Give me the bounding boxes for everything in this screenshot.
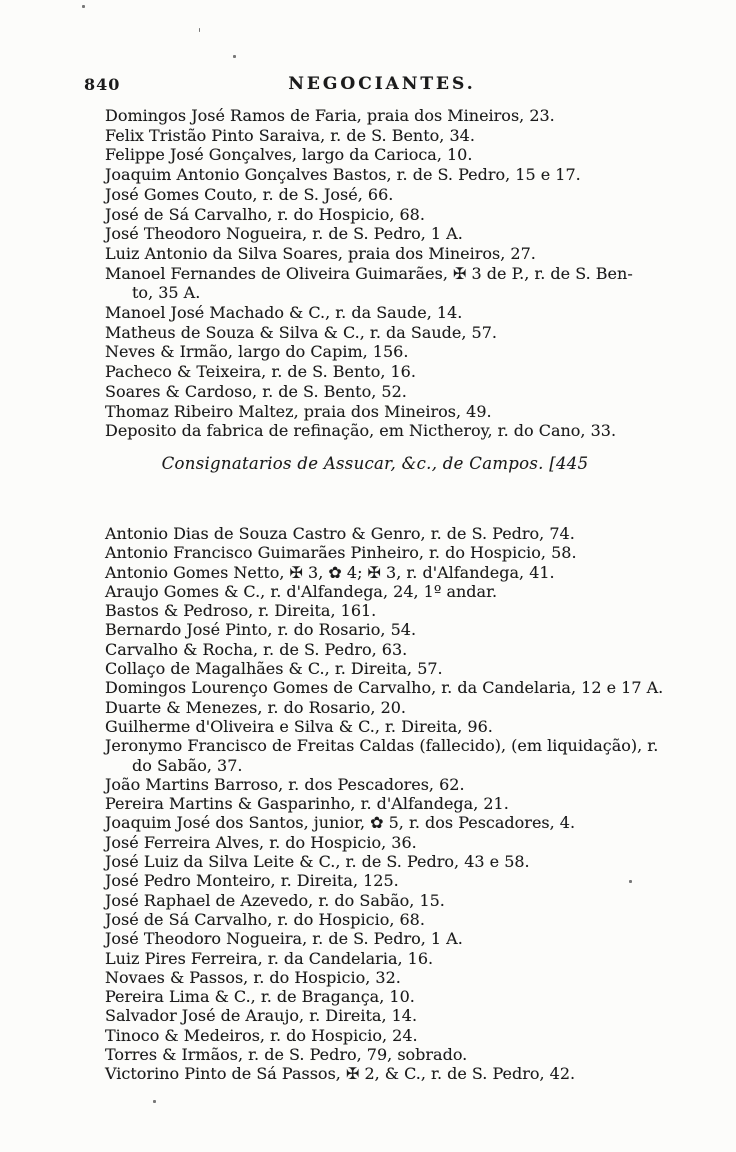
directory-entry: Joaquim José dos Santos, junior, ✿ 5, r. dos Pescadores, 4. xyxy=(105,813,576,833)
consignatarios-list xyxy=(105,524,715,1084)
directory-entry: Thomaz Ribeiro Maltez, praia dos Mineiros, 49. xyxy=(105,401,492,421)
directory-entry: Bastos & Pedroso, r. Direita, 161. xyxy=(105,601,377,621)
directory-entry: Deposito da fabrica de refinação, em Nictheroy, r. do Cano, 33. xyxy=(105,421,617,441)
directory-entry: Bernardo José Pinto, r. do Rosario, 54. xyxy=(105,620,417,640)
directory-entry: Victorino Pinto de Sá Passos, ✠ 2, & C., r. de S. Pedro, 42. xyxy=(105,1064,576,1084)
directory-entry: Luiz Antonio da Silva Soares, praia dos Mineiros, 27. xyxy=(105,243,536,263)
directory-entry: José Pedro Monteiro, r. Direita, 125. xyxy=(105,871,399,891)
directory-entry: José Ferreira Alves, r. do Hospicio, 36. xyxy=(105,832,417,852)
directory-entry: José Theodoro Nogueira, r. de S. Pedro, 1 A. xyxy=(105,929,463,949)
scan-speck xyxy=(82,5,85,8)
negociantes-list xyxy=(105,106,715,441)
directory-entry: Collaço de Magalhães & C., r. Direita, 57. xyxy=(105,659,443,679)
directory-entry: Manoel José Machado & C., r. da Saude, 14. xyxy=(105,303,463,323)
directory-entry: José Luiz da Silva Leite & C., r. de S. Pedro, 43 e 58. xyxy=(105,852,530,872)
scan-speck xyxy=(153,1100,156,1103)
directory-entry: Joaquim Antonio Gonçalves Bastos, r. de S. Pedro, 15 e 17. xyxy=(105,165,581,185)
directory-entry: João Martins Barroso, r. dos Pescadores, 62. xyxy=(105,774,465,794)
directory-entry: Pereira Lima & C., r. de Bragança, 10. xyxy=(105,987,415,1007)
directory-entry: Neves & Irmão, largo do Capim, 156. xyxy=(105,342,409,362)
directory-entry: Torres & Irmãos, r. de S. Pedro, 79, sobrado. xyxy=(105,1045,468,1065)
directory-entry: Soares & Cardoso, r. de S. Bento, 52. xyxy=(105,381,407,401)
directory-entry: Felix Tristão Pinto Saraiva, r. de S. Bento, 34. xyxy=(105,125,475,145)
directory-entry: Felippe José Gonçalves, largo da Carioca, 10. xyxy=(105,145,473,165)
directory-entry: Carvalho & Rocha, r. de S. Pedro, 63. xyxy=(105,639,408,659)
directory-entry: Guilherme d'Oliveira e Silva & C., r. Direita, 96. xyxy=(105,716,493,736)
directory-entry: Pereira Martins & Gasparinho, r. d'Alfandega, 21. xyxy=(105,794,509,814)
directory-entry: Salvador José de Araujo, r. Direita, 14. xyxy=(105,1006,418,1026)
directory-entry: Matheus de Souza & Silva & C., r. da Saude, 57. xyxy=(105,322,497,342)
directory-entry: José Raphael de Azevedo, r. do Sabão, 15. xyxy=(105,890,445,910)
directory-entry: Araujo Gomes & C., r. d'Alfandega, 24, 1º andar. xyxy=(105,581,498,601)
directory-entry: Antonio Gomes Netto, ✠ 3, ✿ 4; ✠ 3, r. d'Alfandega, 41. xyxy=(105,562,555,582)
directory-entry: Manoel Fernandes de Oliveira Guimarães, ✠ 3 de P., r. de S. Ben- xyxy=(105,263,633,283)
scan-speck xyxy=(233,55,236,58)
directory-entry: Pacheco & Teixeira, r. de S. Bento, 16. xyxy=(105,362,416,382)
page-number: 840 xyxy=(84,75,121,94)
directory-entry: Novaes & Passos, r. do Hospicio, 32. xyxy=(105,967,401,987)
directory-entry: Domingos Lourenço Gomes de Carvalho, r. da Candelaria, 12 e 17 A. xyxy=(105,678,664,698)
directory-entry: José Theodoro Nogueira, r. de S. Pedro, 1 A. xyxy=(105,224,463,244)
directory-entry: Antonio Dias de Souza Castro & Genro, r. de S. Pedro, 74. xyxy=(105,524,575,543)
directory-entry: Tinoco & Medeiros, r. do Hospicio, 24. xyxy=(105,1025,418,1045)
running-title: NEGOCIANTES. xyxy=(288,74,476,94)
directory-entry: José Gomes Couto, r. de S. José, 66. xyxy=(105,184,394,204)
directory-entry: José de Sá Carvalho, r. do Hospicio, 68. xyxy=(105,909,425,929)
section-heading-consignatarios: Consignatarios de Assucar, &c., de Campos. [445 xyxy=(161,454,589,473)
directory-entry: Domingos José Ramos de Faria, praia dos Mineiros, 23. xyxy=(105,106,555,125)
directory-entry: Jeronymo Francisco de Freitas Caldas (fallecido), (em liquidação), r. xyxy=(105,736,659,756)
directory-entry: Antonio Francisco Guimarães Pinheiro, r. do Hospicio, 58. xyxy=(105,543,577,563)
directory-entry: Duarte & Menezes, r. do Rosario, 20. xyxy=(105,697,407,717)
directory-entry: Luiz Pires Ferreira, r. da Candelaria, 16. xyxy=(105,948,434,968)
directory-entry: José de Sá Carvalho, r. do Hospicio, 68. xyxy=(105,204,425,224)
directory-entry: to, 35 A. xyxy=(132,283,201,303)
directory-entry: do Sabão, 37. xyxy=(132,755,243,775)
running-header xyxy=(0,74,736,96)
scan-speck xyxy=(199,28,200,32)
